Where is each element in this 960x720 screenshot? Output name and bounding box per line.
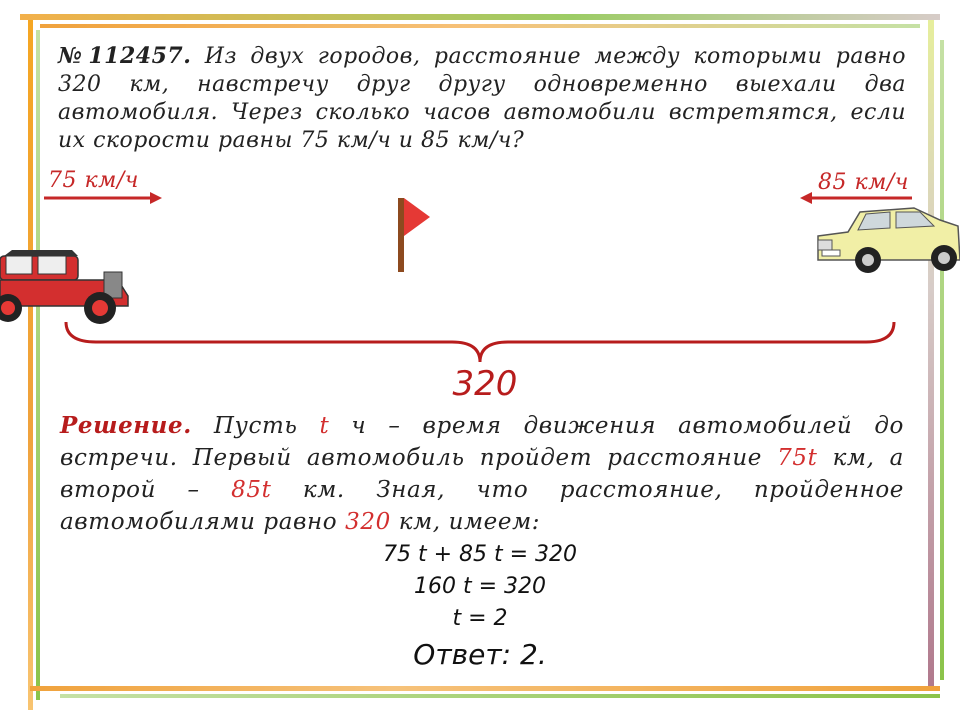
distance-total: 320 (345, 509, 391, 535)
left-arrow (44, 192, 162, 204)
left-speed-label: 75 км/ч (48, 168, 139, 193)
distance-brace (66, 322, 894, 362)
solution-heading: Решение. (60, 412, 192, 439)
right-speed-label: 85 км/ч (818, 170, 909, 195)
equation-3: t = 2 (452, 606, 508, 631)
distance-label: 320 (452, 364, 518, 404)
red-car-icon (0, 250, 128, 324)
meeting-flag-icon (398, 198, 430, 272)
solution-part-1: Пусть (191, 413, 320, 439)
equation-1: 75 t + 85 t = 320 (382, 542, 578, 567)
answer: Ответ: 2. (413, 638, 547, 671)
solution-part-3: км, а второй – (60, 445, 904, 503)
solution-part-4: км. Зная, что расстояние, пройденное автомобилями равно (60, 477, 904, 535)
distance-first: 75t (777, 445, 818, 471)
solution-part-5: км, имеем: (390, 509, 541, 535)
problem-text: Из двух городов, расстояние между которыми равно 320 км, навстречу друг другу одновременно выехали два автомобиля. Через сколько часов автомобили встретятся, если их скорости равны 75 км/ч и 85 км/ч? (58, 44, 906, 153)
problem-number: №112457. (58, 43, 192, 69)
solution-text (60, 410, 904, 538)
right-arrow (800, 192, 912, 204)
variable-t: t (319, 413, 330, 439)
yellow-car-icon (818, 208, 960, 273)
solution-part-2: ч – время движения автомобилей до встречи. Первый автомобиль пройдет расстояние (60, 413, 904, 471)
distance-second: 85t (231, 477, 272, 503)
equation-2: 160 t = 320 (413, 574, 547, 599)
